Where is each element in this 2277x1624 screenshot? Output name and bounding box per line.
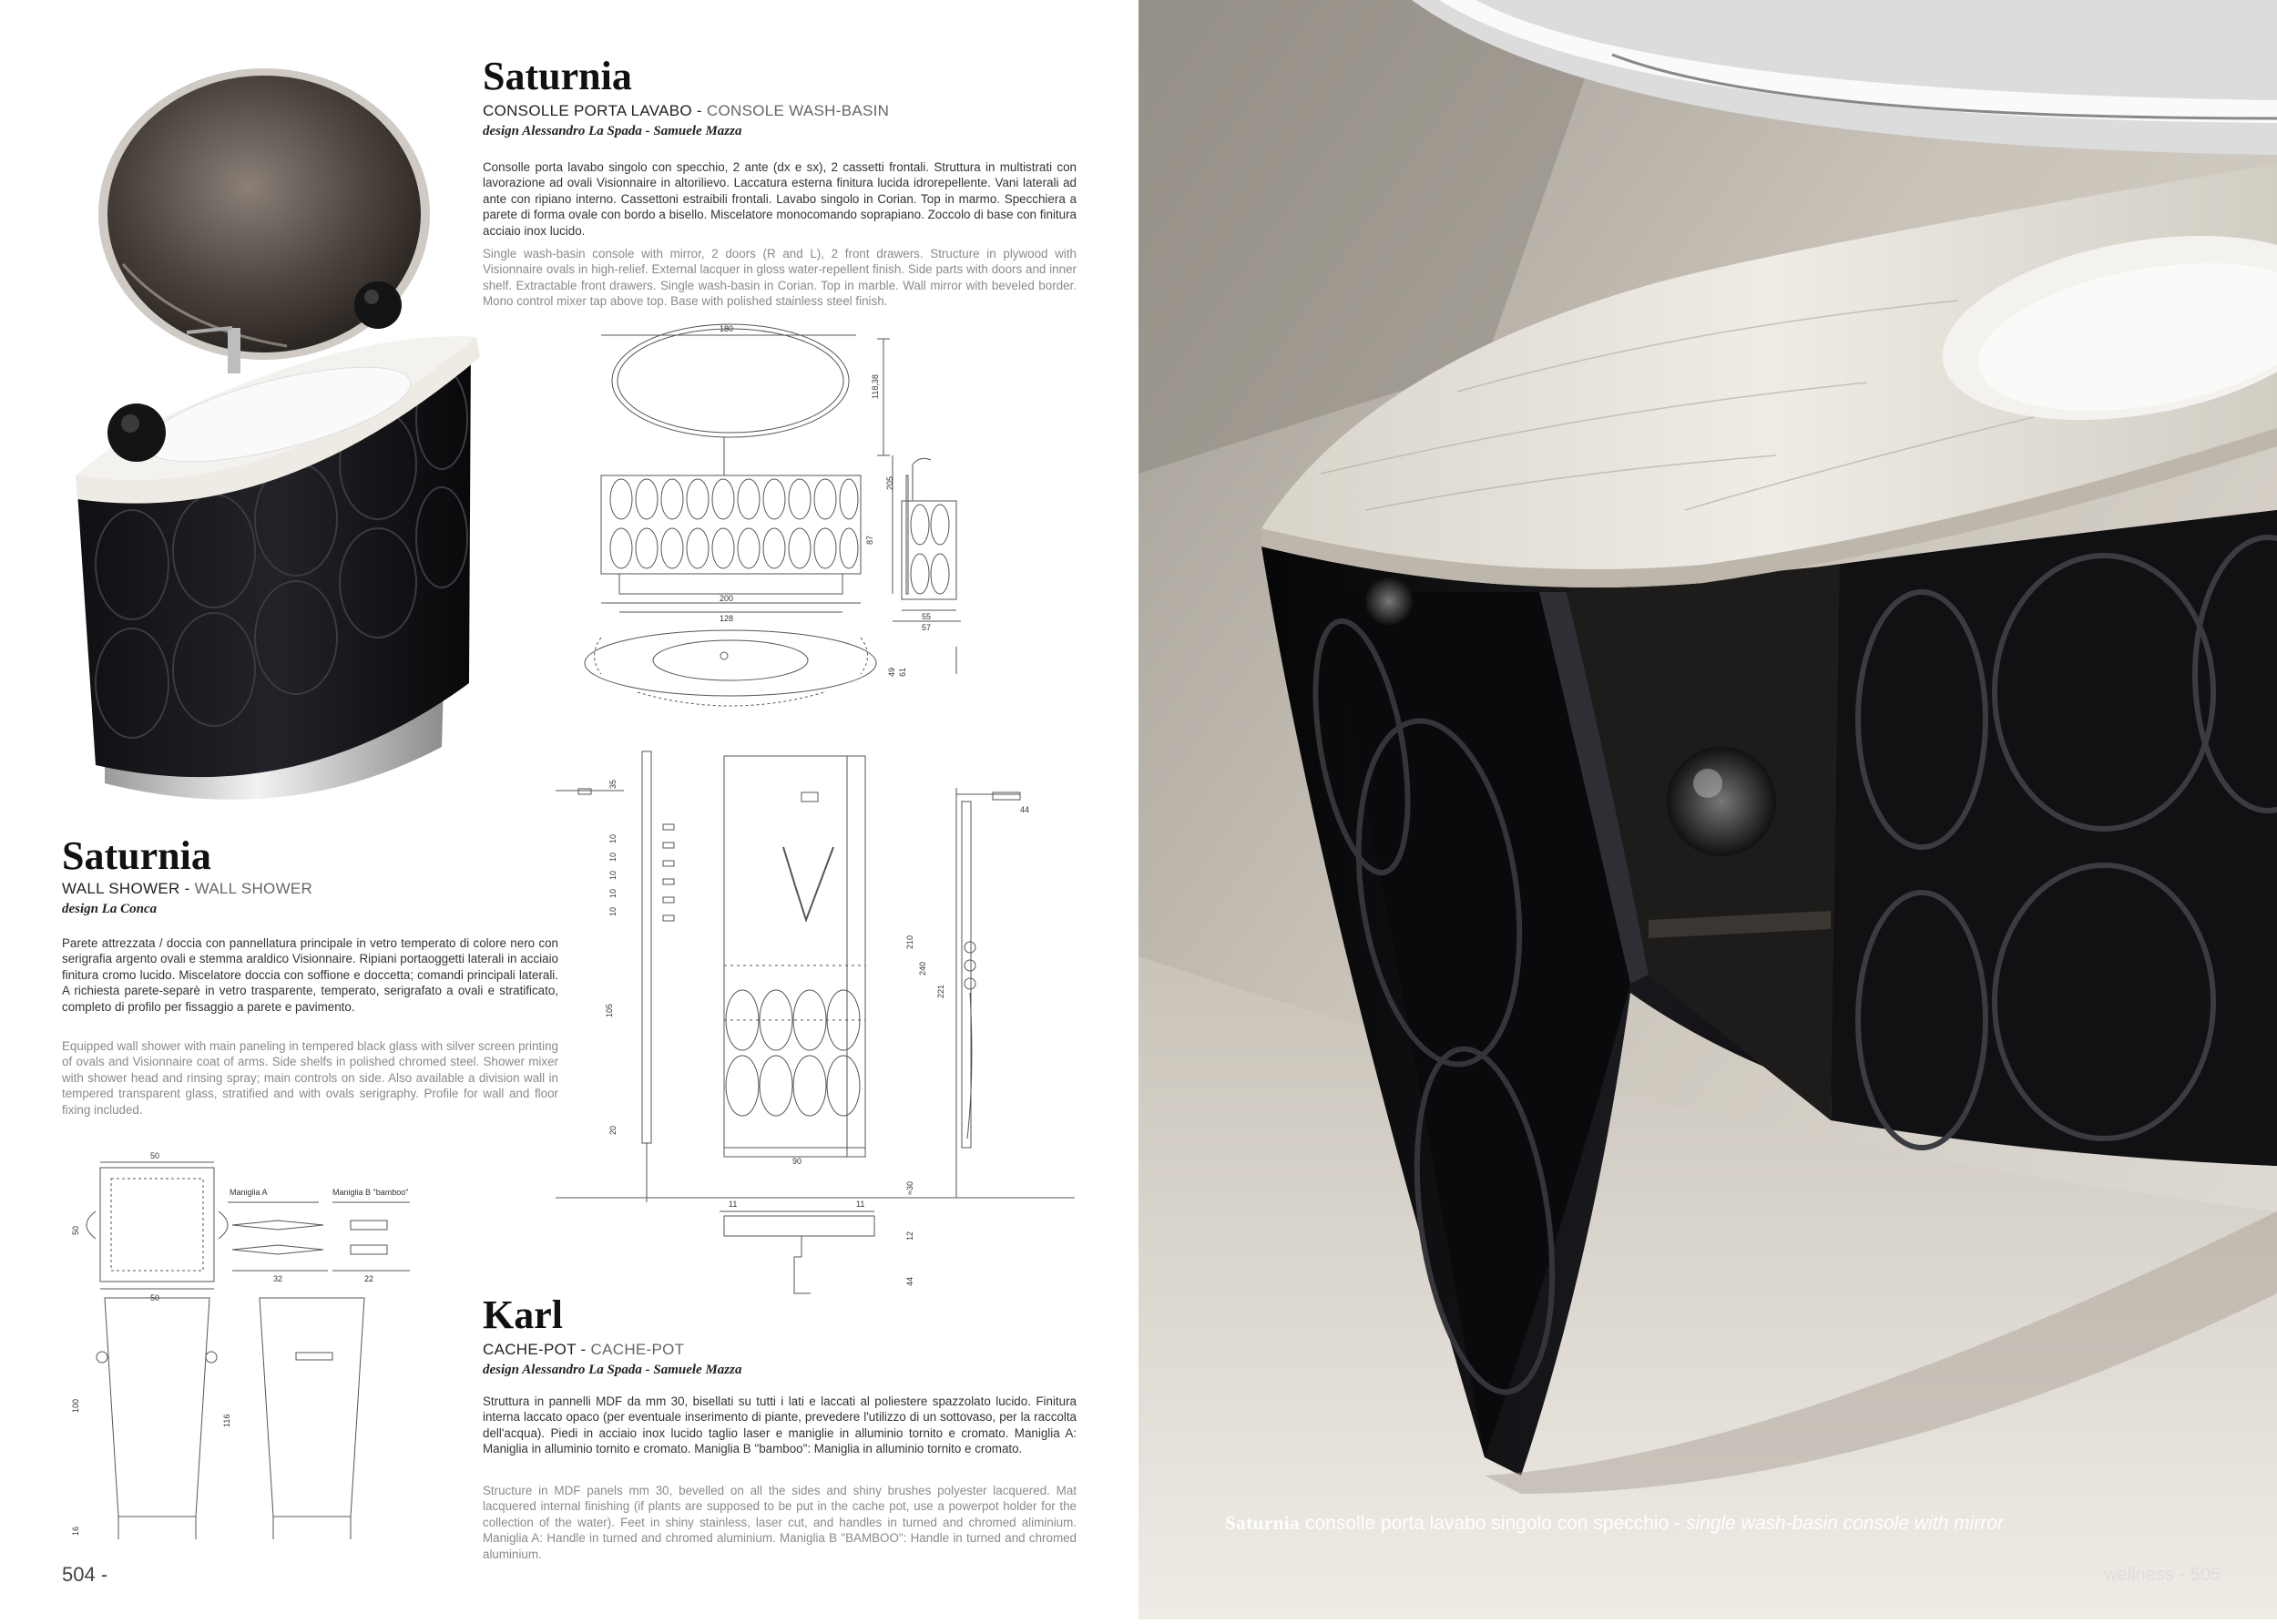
shower-dim-11a: 11 [729,1200,738,1209]
console-description-en: Single wash-basin console with mirror, 2 doors (R and L), 2 front drawers. Structure in plywood with Visionnaire ovals in high-relief. External lacquer in gloss water-repellent finish. Side parts with doors and inner shelf. Extractable front drawers. Single wash-basin in Corian. Top in marble. Wall mirror with beveled border. Mono control mixer tap above top. Base with polished stainless steel finish. [483,247,1077,309]
shower-dim-10d: 10 [608,888,618,898]
page-number-left: 504 - [62,1563,108,1586]
karl-maniglia-b: Maniglia B "bamboo" [332,1188,409,1197]
shower-dim-105: 105 [605,1003,614,1017]
shower-subtitle-it: WALL SHOWER [62,880,180,897]
console-subtitle-sep: - [691,102,707,119]
console-dim-55: 55 [922,612,932,621]
console-subtitle-en: CONSOLE WASH-BASIN [706,102,890,119]
shower-dim-210: 210 [905,935,914,949]
karl-dim-50b: 50 [71,1225,80,1235]
console-dim-87: 87 [865,535,874,545]
console-title: Saturnia [483,54,632,98]
photo-caption [1225,1512,2004,1535]
console-hero-photo [1138,0,2277,1619]
shower-description-it: Parete attrezzata / doccia con pannellatura principale in vetro temperato di colore nero con serigrafia argento ovali e stemma araldico Visionnaire. Ripiani portaoggetti laterali in acciaio finitura cromo lucido. Miscelatore doccia con soffione e doccetta; comandi principali laterali. A richiesta parete-separè in vetro trasparente, temperato, serigrafato a ovali e stratificato, completo di profilo per fissaggio a parete e pavimento. [62,936,558,1014]
karl-dim-116: 116 [222,1414,231,1427]
console-dim-205: 205 [885,475,894,490]
shower-dim-30: ≈30 [905,1181,914,1195]
karl-subtitle [483,1341,684,1359]
console-technical-drawing [583,319,911,720]
karl-dim-100: 100 [71,1398,80,1413]
shower-credit: design La Conca [62,902,158,916]
console-dim-57: 57 [922,623,932,632]
console-dim-61: 61 [898,667,907,677]
console-dim-118: 118,38 [871,374,880,399]
shower-dim-10c: 10 [608,870,618,880]
karl-dim-16: 16 [71,1526,80,1536]
shower-dim-11b: 11 [856,1200,865,1209]
karl-dim-32: 32 [273,1274,283,1283]
shower-dim-90: 90 [792,1157,802,1166]
shower-subtitle-sep: - [179,880,195,897]
console-description-it: Consolle porta lavabo singolo con specchio, 2 ante (dx e sx), 2 cassetti frontali. Struttura in multistrati con lavorazione ad ovali Visionnaire in altorilievo. Laccatura esterna finitura lucida idrorepellente. Vani laterali ad ante con ripiano interno. Cassettoni estraibili frontali. Lavabo singolo in Corian. Top in marmo. Specchiera a parete di forma ovale con bordo a bisello. Miscelatore monocomando soprapiano. Zoccolo di base con finitura acciaio inox lucido. [483,160,1077,238]
shower-subtitle [62,880,312,898]
console-hero-image [1138,0,2277,1619]
shower-dim-10e: 10 [608,906,618,916]
shower-dim-35: 35 [608,779,618,789]
console-subtitle [483,102,889,120]
karl-subtitle-it: CACHE-POT [483,1341,577,1358]
shower-description-en: Equipped wall shower with main paneling in tempered black glass with silver screen printing of ovals and Visionnaire coat of arms. Side shelfs in polished chromed steel. Shower mixer with shower head and rinsing spray; main controls on side. Also available a division wall in tempered transparent glass, stratified and with ovals serigraphy. Profile for wall and floor fixing included. [62,1039,558,1117]
karl-dim-50a: 50 [150,1151,160,1160]
karl-credit: design Alessandro La Spada - Samuele Mazza [483,1363,742,1377]
shower-dim-10a: 10 [608,833,618,843]
console-product-photo [68,55,483,829]
karl-title: Karl [483,1292,563,1337]
page-footer-right: wellness - 505 [2104,1565,2221,1585]
console-dim-200: 200 [720,594,734,603]
shower-dim-44a: 44 [1020,805,1030,814]
shower-subtitle-en: WALL SHOWER [194,880,313,897]
caption-english: single wash-basin console with mirror [1685,1513,2004,1534]
shower-title: Saturnia [62,833,211,878]
shower-dim-12: 12 [905,1231,914,1241]
console-dim-128: 128 [720,614,734,623]
karl-dim-22: 22 [364,1274,374,1283]
caption-italian: consolle porta lavabo singolo con specchio - [1300,1513,1686,1534]
karl-maniglia-a: Maniglia A [230,1188,268,1197]
shower-dim-221: 221 [936,984,945,998]
caption-title: Saturnia [1225,1512,1301,1534]
console-side-view-drawing [885,337,993,683]
karl-description-en: Structure in MDF panels mm 30, bevelled on all the sides and shiny brushes polyester lacquered. Mat lacquered internal finishing (if plants are supposed to be put in the cache pot, use a powerpot holder for the collection of the water). Feet in shiny stainless, laser cut, and handles in turned and chromed aliminium. Maniglia A: Handle in turned and chromed aluminium. Maniglia B "BAMBOO": Handle in turned and chromed aluminium. [483,1484,1077,1561]
karl-technical-drawing [55,1148,455,1539]
shower-dim-20: 20 [608,1125,618,1135]
shower-dim-44b: 44 [905,1276,914,1286]
console-subtitle-it: CONSOLLE PORTA LAVABO [483,102,692,119]
shower-dim-240: 240 [918,961,927,975]
karl-subtitle-en: CACHE-POT [590,1341,685,1358]
console-dim-49: 49 [887,667,896,677]
karl-dim-50c: 50 [150,1293,160,1302]
console-credit: design Alessandro La Spada - Samuele Mazza [483,124,742,138]
karl-description-it: Struttura in pannelli MDF da mm 30, bisellati su tutti i lati e laccati al poliestere spazzolato lucido. Finitura interna laccato opaco (per eventuale inserimento di piante, prevedere l'utilizzo di un sottovaso, per la raccolta dell'acqua). Piedi in acciaio inox lucido taglio laser e maniglie in alluminio tornito e cromato. Maniglia A: Maniglia in alluminio tornito e cromato. Maniglia B "bamboo": Maniglia in alluminio tornito e cromato. [483,1394,1077,1456]
shower-dim-10b: 10 [608,852,618,862]
shower-technical-drawing [556,747,1084,1293]
console-dim-180: 180 [720,324,734,333]
karl-subtitle-sep: - [576,1341,591,1358]
